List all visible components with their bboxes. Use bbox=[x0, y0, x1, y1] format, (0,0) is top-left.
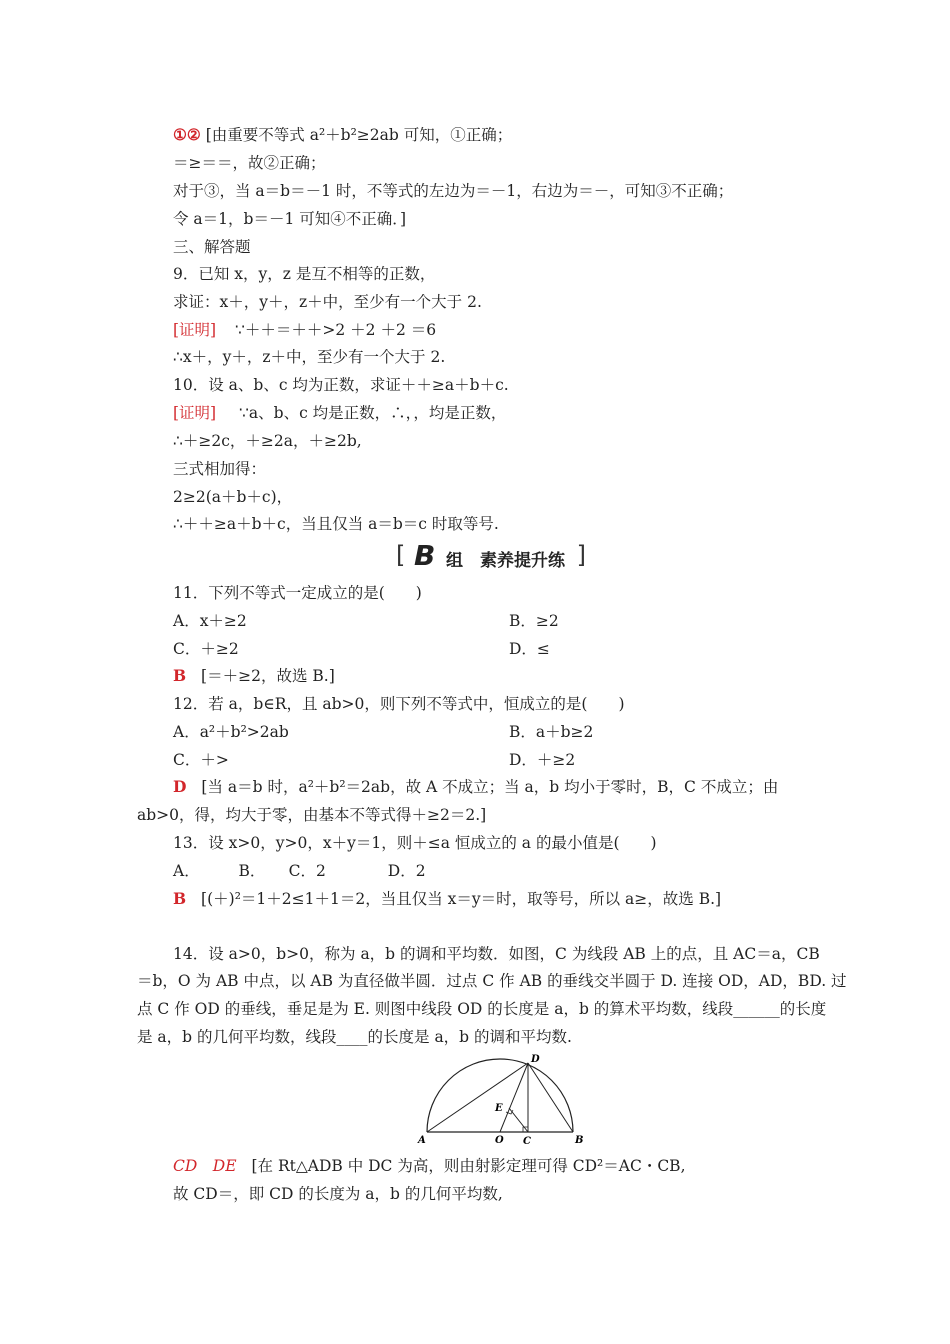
q13-answer: B [(＋)²＝1＋2≤1＋1＝2，当且仅当 x＝y＝时，取等号，所以 a≥，故选 B.] bbox=[173, 889, 722, 908]
label-a: A bbox=[418, 1135, 426, 1146]
label-o: O bbox=[495, 1135, 504, 1146]
section-banner: [ B 组 素养提升练 ] bbox=[396, 539, 586, 572]
q14-answer: CD DE [在 Rt△ADB 中 DC 为高，则由射影定理可得 CD²＝AC・CB, bbox=[173, 1157, 686, 1175]
proof-tag: [证明] bbox=[173, 321, 217, 339]
q11-stem: 11．下列不等式一定成立的是( ) bbox=[173, 584, 422, 602]
proof-tag: [证明] bbox=[173, 404, 217, 422]
semicircle-figure bbox=[415, 1050, 585, 1150]
label-c: C bbox=[523, 1136, 531, 1147]
q9-proof: [证明] ∵＋＋＝＋＋>2 ＋2 ＋2 ＝6 bbox=[173, 321, 437, 339]
q14-para-1: 14．设 a>0，b>0，称为 a，b 的调和平均数．如图，C 为线段 AB 上的点，且 AC＝a，CB bbox=[173, 945, 820, 963]
q10-step-4: ∴＋＋≥a＋b＋c，当且仅当 a＝b＝c 时取等号. bbox=[173, 515, 499, 533]
label-d: D bbox=[531, 1054, 540, 1065]
q11-answer: B [＝＋≥2，故选 B.] bbox=[173, 666, 335, 685]
banner-title: 组 素养提升练 bbox=[446, 551, 565, 571]
banner-letter: B bbox=[414, 539, 436, 572]
line-2: ＝≥＝＝，故②正确； bbox=[173, 154, 326, 172]
q13-options: A． B． C．2 D．2 bbox=[173, 862, 426, 880]
q11-options-row-1: A．x＋≥2 bbox=[173, 612, 247, 630]
q12-option-d: D．＋≥2 bbox=[509, 751, 576, 769]
q12-option-a: A．a²＋b²>2ab bbox=[173, 723, 289, 741]
q12-option-c: C．＋> bbox=[173, 751, 229, 769]
q9-conclusion: ∴x＋，y＋，z＋中，至少有一个大于 2. bbox=[173, 348, 446, 366]
q12-stem: 12．若 a，b∈R，且 ab>0，则下列不等式中，恒成立的是( ) bbox=[173, 695, 625, 713]
q9-stem: 9．已知 x，y，z 是互不相等的正数， bbox=[173, 265, 436, 283]
segment-bd bbox=[528, 1063, 573, 1132]
q10-step-2: 三式相加得： bbox=[173, 460, 267, 478]
semicircle-arc bbox=[427, 1059, 573, 1132]
q14-para-4: 是 a，b 的几何平均数，线段____的长度是 a，b 的调和平均数. bbox=[137, 1028, 572, 1046]
q10-proof: [证明] ∵a、b、c 均是正数，∴，，均是正数， bbox=[173, 404, 507, 422]
q10-step-3: 2≥2(a＋b＋c)， bbox=[173, 488, 293, 506]
q14-answer-cont: 故 CD＝，即 CD 的长度为 a，b 的几何平均数, bbox=[173, 1185, 503, 1203]
line-4: 令 a＝1，b＝－1 可知④不正确．] bbox=[173, 210, 407, 228]
q11-option-d: D．≤ bbox=[509, 640, 550, 658]
q11-option-c: C．＋≥2 bbox=[173, 640, 239, 658]
line-1: ①② [由重要不等式 a²＋b²≥2ab 可知，①正确； bbox=[173, 125, 513, 144]
q11-option-b: B．≥2 bbox=[509, 612, 559, 630]
segment-od bbox=[500, 1063, 528, 1132]
q12-option-b: B．a＋b≥2 bbox=[509, 723, 594, 741]
segment-ad bbox=[427, 1063, 528, 1132]
q12-answer: D [当 a＝b 时，a²＋b²＝2ab，故 A 不成立；当 a，b 均小于零时，B，C 不成立；由 bbox=[173, 777, 779, 796]
section-heading: 三、解答题 bbox=[173, 238, 251, 256]
answer-mark: ①② bbox=[173, 125, 201, 144]
label-b: B bbox=[575, 1135, 584, 1146]
q10-stem: 10．设 a、b、c 均为正数，求证＋＋≥a＋b＋c. bbox=[173, 376, 509, 394]
label-e: E bbox=[495, 1103, 503, 1114]
line-3: 对于③，当 a＝b＝－1 时，不等式的左边为＝－1，右边为＝－，可知③不正确； bbox=[173, 182, 734, 200]
q13-stem: 13．设 x>0，y>0，x＋y＝1，则＋≤a 恒成立的 a 的最小值是( ) bbox=[173, 834, 657, 852]
q9-prove: 求证：x＋，y＋，z＋中，至少有一个大于 2. bbox=[173, 293, 482, 311]
q14-para-2: ＝b，O 为 AB 中点，以 AB 为直径做半圆．过点 C 作 AB 的垂线交半圆于 D. 连接 OD，AD，BD. 过 bbox=[137, 972, 847, 990]
q10-step-1: ∴＋≥2c，＋≥2a，＋≥2b, bbox=[173, 432, 362, 450]
q12-answer-cont: ab>0，得，均大于零，由基本不等式得＋≥2＝2.] bbox=[137, 806, 487, 824]
q14-para-3: 点 C 作 OD 的垂线，垂足是为 E. 则图中线段 OD 的长度是 a，b 的算术平均数，线段______的长度 bbox=[137, 1000, 827, 1018]
